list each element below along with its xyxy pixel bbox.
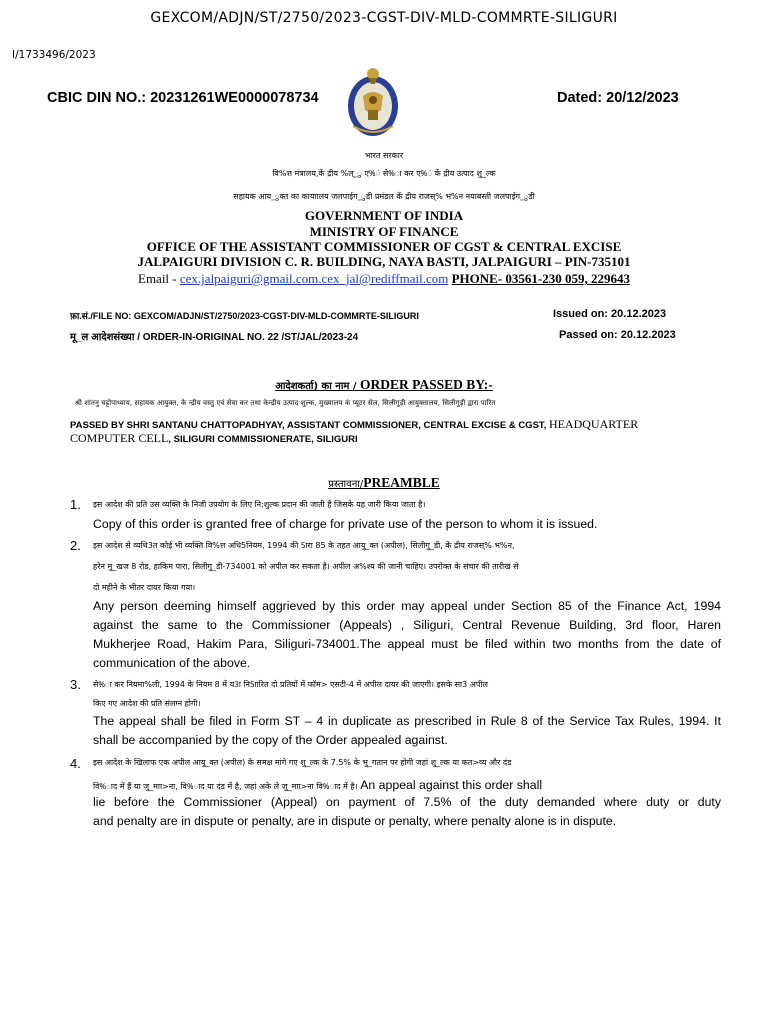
point-2-english-line: against the same to the Commissioner (Appeals) , Siliguri, Central Revenue Building, 3rd floor, Haren — [93, 618, 721, 632]
email-label: Email - — [138, 271, 180, 286]
government-title: GOVERNMENT OF INDIA — [304, 208, 464, 223]
point-2-hindi-line: हरेन मु_खज 8 रोड, हाकिम पारा, सिलीगु_डी-734001 को अपील कर सकता है। अपील अ%श्य की जानी चाहिए। उपरोक्त के संचार की तारीख से — [93, 562, 519, 571]
din-number: CBIC DIN NO.: 20231261WE0000078734 — [47, 90, 319, 106]
point-3-english-line: The appeal shall be filed in Form ST – 4 in duplicate as prescribed in Rule 8 of the Service Tax Rules, 1994. It — [93, 714, 721, 728]
passed-by-name: PASSED BY SHRI SANTANU CHATTOPADHYAY, ASSISTANT COMMISSIONER, CENTRAL EXCISE & CGST, — [70, 420, 549, 431]
point-3-hindi-line: किए गए आदेश की प्रति संलग्न होगी। — [93, 699, 201, 708]
passed-by-commissionerate: , SILIGURI COMMISSIONERATE, SILIGURI — [168, 434, 358, 445]
point-2-hindi-line: इस आदेश से व्यथि3त कोई भी व्यक्ति वि%त्त अधि5नियम, 1994 की 5ारा 85 के तहत आयु_क्त (अपील), सिलीगु_डी, कें द्रीय राजस्% भ%न, — [93, 541, 515, 550]
passed-by-heading-hindi: आदेशकर्ता) का नाम / — [275, 381, 361, 392]
passed-by-hindi: श्री शांतनु चट्टोपाध्याय, सहायक आयुक्त, के न्द्रीय वस्तु एवं सेवा कर तथा केन्द्रीय उत्पाद शुल्क, मुख्यालय कं प्यूटर सेल, सिलीगुड़ी आयुक्तालय, सिलीगुड़ी द्वारा पारित — [75, 399, 496, 407]
point-number: 1. — [70, 497, 81, 512]
phone-number: PHONE- 03561-230 059, 229643 — [451, 271, 630, 286]
point-2-english-line: communication of the above. — [93, 656, 251, 670]
passed-by-english-line2 — [70, 431, 358, 446]
point-number: 2. — [70, 538, 81, 553]
preamble-heading-hindi: प्रस्तावना/ — [328, 479, 364, 490]
point-3-english-line: shall be accompanied by the copy of the Order appealed against. — [93, 733, 448, 747]
preamble-heading — [0, 472, 768, 491]
passed-by-heading-english: ORDER PASSED BY:- — [360, 377, 493, 392]
hindi-ministry-line: वि%त्त मंत्रालय,कें द्रीय %ल्_ु ए%ं से%ा कर ए%ं कें द्रीय उत्पाद शु_ल्क — [272, 169, 496, 178]
order-number: मू_ल आदेशसंख्या / ORDER-IN-ORIGINAL NO. 22 /ST/JAL/2023-24 — [70, 332, 359, 343]
hindi-office-line: सहायक आय_ुक्त का कायाालय जलपाईग_ुडी प्रमंडल कें द्रीय राजस्% भ%न नयाबस्ती जलपाईग_ुडी — [233, 192, 535, 201]
preamble-heading-english: PREAMBLE — [363, 475, 440, 490]
file-number: फ़ा.सं./FILE NO: GEXCOM/ADJN/ST/2750/2023-CGST-DIV-MLD-COMMRTE-SILIGURI — [70, 311, 419, 321]
ministry-title: MINISTRY OF FINANCE — [309, 224, 459, 239]
division-address: JALPAIGURI DIVISION C. R. BUILDING, NAYA BASTI, JALPAIGURI – PIN-735101 — [137, 254, 631, 269]
office-title: OFFICE OF THE ASSISTANT COMMISSIONER OF CGST & CENTRAL EXCISE — [146, 239, 622, 254]
point-4-hindi-line: इस आदेश के खिलाफ एक अपील आयु_क्त (अपील) के समक्ष मांगे गए शु_ल्क के 7.5% के भु_गतान पर होगी जहां शु_ल्क या कत>व्य और दंड — [93, 758, 512, 767]
point-4-hindi-line — [93, 778, 542, 792]
point-1-english: Copy of this order is granted free of charge for private use of the person to whom it is issued. — [93, 517, 598, 531]
point-4-english-line: lie before the Commissioner (Appeal) on payment of 7.5% of the duty demanded where duty or duty — [93, 795, 721, 809]
national-emblem-icon — [347, 66, 399, 138]
point-3-hindi-line: से%ा कर नियमा%ली, 1994 के नियम 8 में य3ा नि5ाारित दो प्रतियों में फॉम> एसटी-4 में अपील दायर की जाएगी। इसके सा3 अपील — [93, 680, 488, 689]
passed-by-cell: COMPUTER CELL — [70, 431, 169, 445]
passed-by-english-line1 — [70, 417, 638, 432]
passed-by-heading — [0, 374, 768, 393]
point-number: 4. — [70, 756, 81, 771]
email-link[interactable]: cex.jalpaiguri@gmail.com.cex_jal@rediffmail.com — [179, 271, 449, 286]
reference-header: GEXCOM/ADJN/ST/2750/2023-CGST-DIV-MLD-COMMRTE-SILIGURI — [150, 10, 618, 26]
point-2-english-line: Any person deeming himself aggrieved by this order may appeal under Section 85 of the Finance Act, 1994 — [93, 599, 721, 613]
issued-on: Issued on: 20.12.2023 — [553, 308, 667, 320]
passed-on: Passed on: 20.12.2023 — [559, 329, 676, 341]
point-2-hindi-line: दो महीने के भीतर दायर किया गया। — [93, 583, 196, 592]
point-4-english-line: and penalty are in dispute or penalty, are in dispute or penalty, where penalty alone is in dispute. — [93, 814, 617, 828]
passed-by-hq: HEADQUARTER — [548, 417, 639, 431]
point-4-english-tail: An appeal against this order shall — [360, 778, 543, 792]
hindi-government-line: भारत सरकार — [364, 151, 404, 160]
point-2-english-line: Mukherjee Road, Hakim Para, Siliguri-734001.The appeal must be filed within two months from the date of — [93, 637, 721, 651]
point-4-hindi-text: वि%ाद में हैं या जु_माा>ना, वि%ाद या दंड में है, जहां अके ले जु_माा>ना वि%ाद में है। — [93, 782, 358, 791]
point-1-hindi: इस आदेश की प्रति उस व्यक्ति के निजी उपयोग के लिए नि:शुल्क प्रदान की जाती है जिसके यह जारी किया जाता है। — [93, 500, 426, 509]
dated-line: Dated: 20/12/2023 — [557, 90, 679, 106]
point-number: 3. — [70, 677, 81, 692]
contact-line — [0, 271, 768, 287]
document-id: I/1733496/2023 — [12, 49, 96, 61]
